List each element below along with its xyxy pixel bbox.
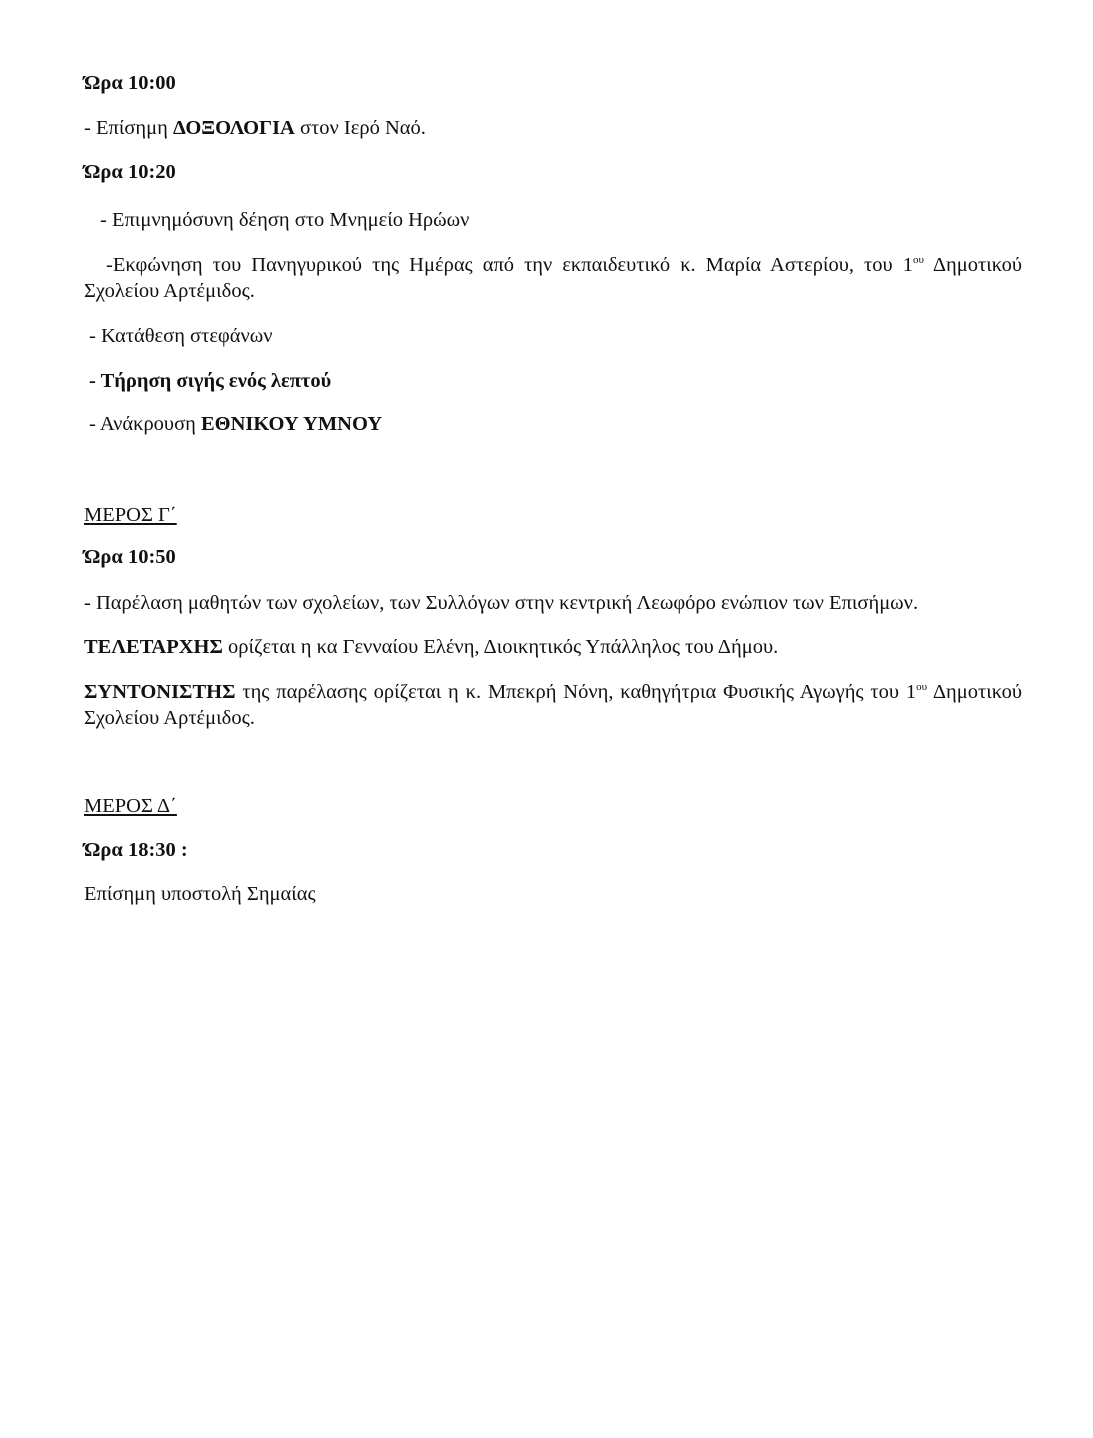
time-heading-1050: Ώρα 10:50	[84, 546, 176, 568]
speech-item: -Εκφώνηση του Πανηγυρικού της Ημέρας από την εκπαιδευτικό κ. Μαρία Αστερίου, του $1^{o\upsilon}$ Δημοτικού Σχολείου Αρτέμιδος.	[84, 254, 1022, 302]
coordinator-item: ΣΥΝΤΟΝΙΣΤΗΣ της παρέλασης ορίζεται η κ. Μπεκρή Νόνη, καθηγήτρια Φυσικής Αγωγής του $1^{o\upsilon}$ Δημοτικού Σχολείου Αρτέμιδος.	[84, 681, 1022, 729]
flag-lowering-item: Επίσημη υποστολή Σημαίας	[84, 883, 316, 905]
memorial-item: - Επιμνημόσυνη δέηση στο Μνημείο Ηρώων	[100, 209, 470, 231]
time-heading-1020: Ώρα 10:20	[84, 161, 176, 183]
marshal-item: ΤΕΛΕΤΑΡΧΗΣ ορίζεται η κα Γενναίου Ελένη, Διοικητικός Υπάλληλος του Δήμου.	[84, 636, 779, 658]
time-heading-1830: Ώρα 18:30 :	[84, 839, 188, 861]
doxology-item: - Επίσημη ΔΟΞΟΛΟΓΙΑ στον Ιερό Ναό.	[84, 117, 426, 139]
parade-item: - Παρέλαση μαθητών των σχολείων, των Συλλόγων στην κεντρική Λεωφόρο ενώπιον των Επισήμων.	[84, 592, 919, 614]
silence-item: - Τήρηση σιγής ενός λεπτού	[89, 370, 332, 392]
time-heading-1000: Ώρα 10:00	[84, 72, 176, 94]
part-c-heading: ΜΕΡΟΣ Γ΄	[84, 504, 177, 526]
wreaths-item: - Κατάθεση στεφάνων	[89, 325, 273, 347]
anthem-item: - Ανάκρουση ΕΘΝΙΚΟΥ ΥΜΝΟΥ	[89, 413, 383, 435]
part-d-heading: ΜΕΡΟΣ Δ΄	[84, 795, 177, 817]
